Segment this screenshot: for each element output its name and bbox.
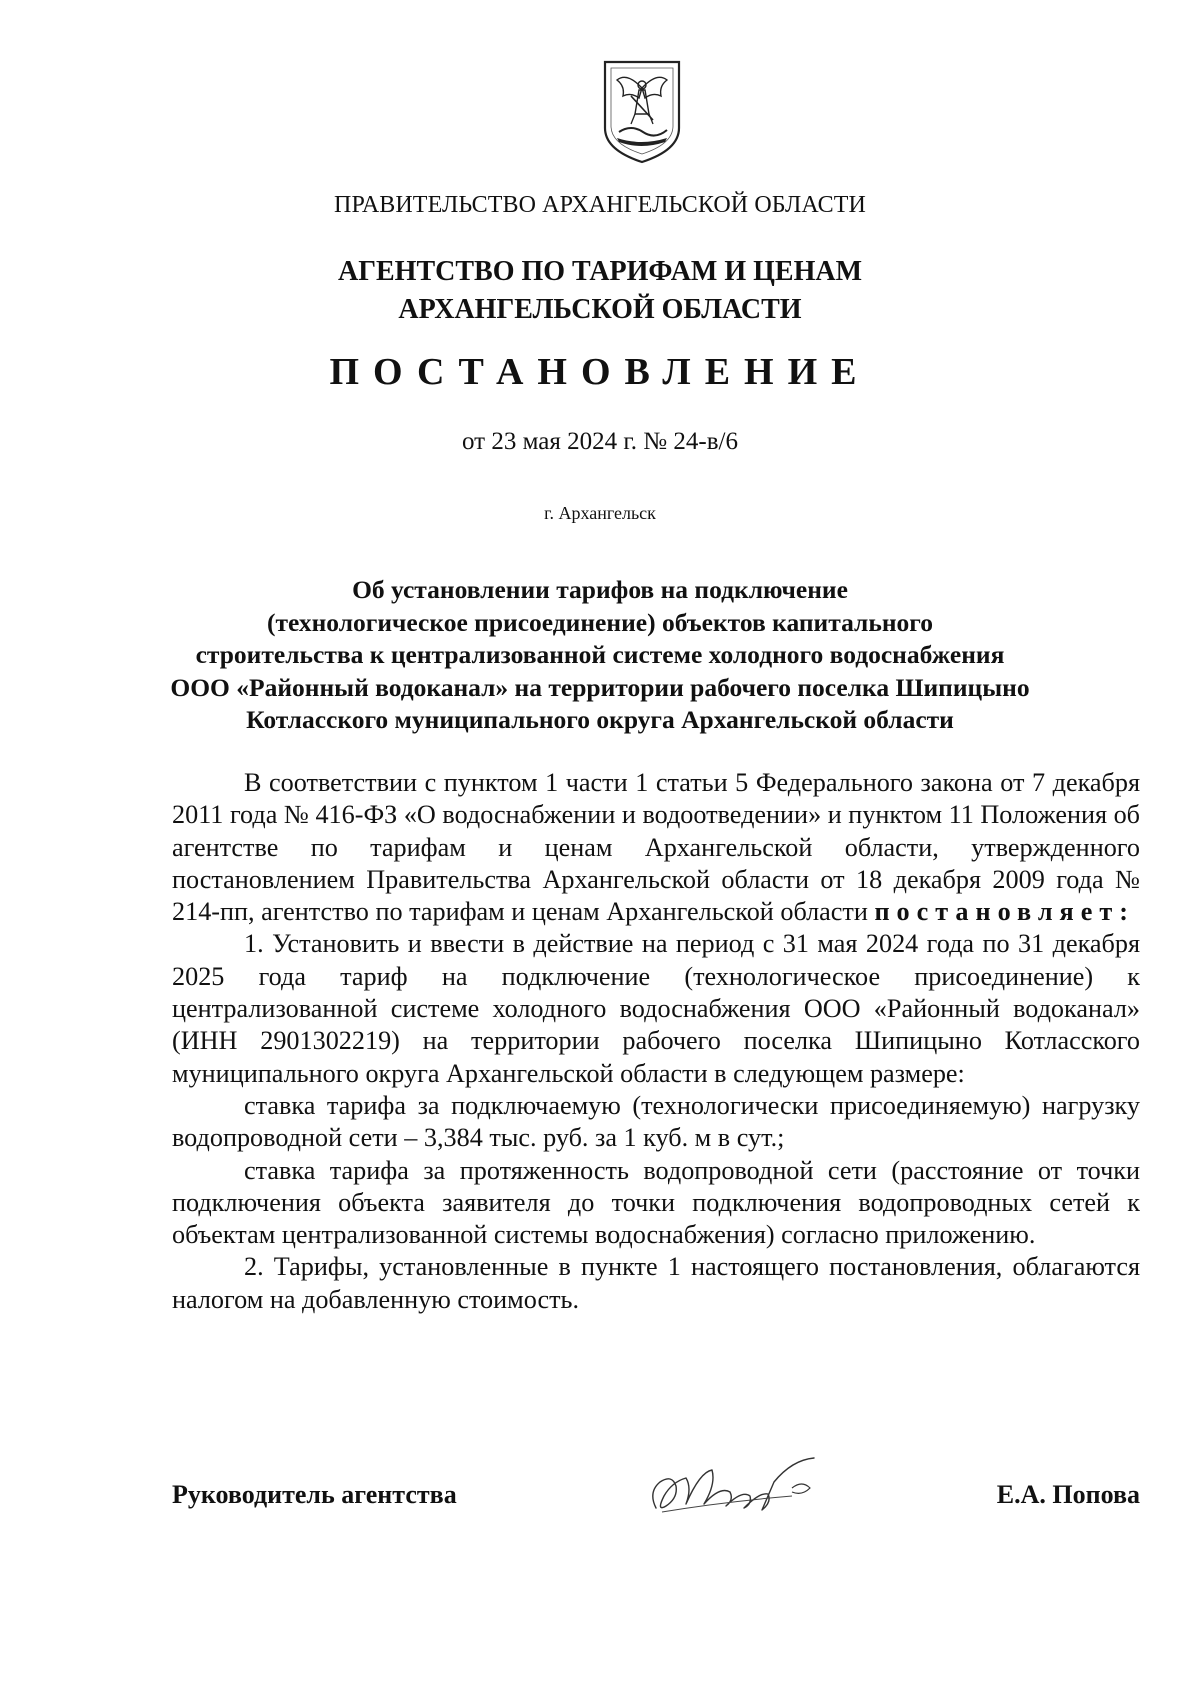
signatory-name: Е.А. Попова [996, 1480, 1140, 1509]
handwritten-signature-icon [642, 1452, 832, 1532]
decree-word: постановляет: [874, 897, 1135, 927]
item-1-paragraph: 1. Установить и ввести в действие на период с 31 мая 2024 года по 31 декабря 2025 года тариф на подключение (технологическое присоединение) к централизованной системе холодного водоснабжения ООО «Районный водоканал» (ИНН 2901302219) на территории рабочего поселка Шипицыно Котласского муниципального округа Архангельской области в следующем размере: [172, 929, 1140, 1088]
subject-line: строительства к централизованной системе холодного водоснабжения [195, 640, 1005, 669]
preamble-paragraph [172, 767, 1140, 928]
agency-name-line: АРХАНГЕЛЬСКОЙ ОБЛАСТИ [398, 294, 802, 325]
subject-line: ООО «Районный водоканал» на территории рабочего поселка Шипицыно [170, 672, 1030, 702]
signatory-title: Руководитель агентства [172, 1480, 457, 1509]
document-body [172, 767, 1140, 1316]
preamble-text: В соответствии с пунктом 1 части 1 статьи 5 Федерального закона от 7 декабря 2011 года № 416-ФЗ «О водоснабжении и водоотведении» и пунктом 11 Положения об агентстве по тарифам и ценам Архангельской области, утвержденного постановлением Правительства Архангельской области от 18 декабря 2009 года № 214-пп, агентство по тарифам и ценам Архангельской области [172, 768, 1140, 927]
document-type: ПОСТАНОВЛЕНИЕ [329, 351, 871, 393]
subject-line: Котласского муниципального округа Архангельской области [246, 705, 954, 734]
rate-1-paragraph: ставка тарифа за подключаемую (технологически присоединяемую) нагрузку водопроводной сети – 3,384 тыс. руб. за 1 куб. м в сут.; [172, 1090, 1140, 1153]
document-city: г. Архангельск [544, 503, 656, 523]
rate-2-paragraph: ставка тарифа за протяженность водопроводной сети (расстояние от точки подключения объекта заявителя до точки подключения водопроводных сетей к объектам централизованной системы водоснабжения) согласно приложению. [172, 1155, 1140, 1250]
document-date-number: от 23 мая 2024 г. № 24-в/6 [462, 428, 738, 455]
agency-name [0, 253, 1200, 329]
subject-line: Об установлении тарифов на подключение [352, 575, 848, 604]
subject-line: (технологическое присоединение) объектов капитального [267, 607, 933, 637]
coat-of-arms-icon [601, 58, 683, 166]
agency-name-line: АГЕНТСТВО ПО ТАРИФАМ И ЦЕНАМ [337, 256, 863, 287]
signature-block [172, 1470, 1140, 1550]
item-2-paragraph: 2. Тарифы, установленные в пункте 1 настоящего постановления, облагаются налогом на добавленную стоимость. [172, 1252, 1140, 1314]
document-subject [0, 574, 1200, 737]
government-title: ПРАВИТЕЛЬСТВО АРХАНГЕЛЬСКОЙ ОБЛАСТИ [334, 192, 866, 218]
